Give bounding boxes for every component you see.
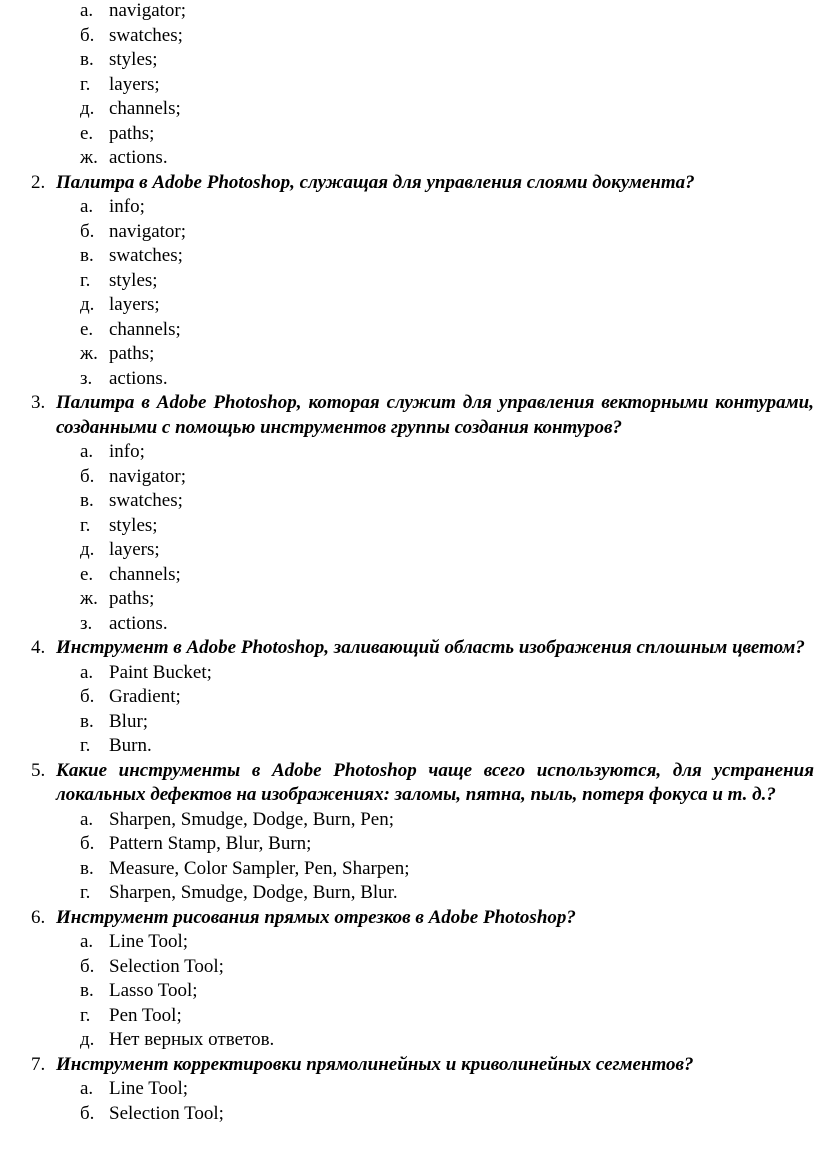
option-text: swatches; — [109, 24, 183, 46]
option-text: info; — [109, 196, 145, 217]
list-item — [0, 342, 816, 367]
option-marker: а. — [80, 808, 94, 830]
option-marker: ж. — [80, 588, 98, 609]
option-marker: в. — [80, 710, 94, 732]
option-text: Sharpen, Smudge, Dodge, Burn, Pen; — [109, 808, 394, 830]
list-item — [0, 146, 816, 171]
option-marker: в. — [80, 49, 94, 70]
list-item — [0, 832, 816, 857]
option-marker: б. — [80, 220, 95, 242]
option-text: Selection Tool; — [109, 955, 224, 977]
question-number: 3. — [31, 392, 46, 413]
question-body: Палитра в Adobe Photoshop, служащая для управления слоями документа? — [56, 171, 695, 193]
list-item — [0, 955, 816, 980]
option-marker: в. — [80, 980, 94, 1001]
question-block — [0, 171, 816, 392]
option-marker: б. — [80, 955, 95, 977]
list-item — [0, 1077, 816, 1102]
question-number: 6. — [31, 906, 46, 928]
option-text: Sharpen, Smudge, Dodge, Burn, Blur. — [109, 882, 398, 903]
question-number: 4. — [31, 637, 46, 658]
option-text: styles; — [109, 49, 158, 70]
list-item — [0, 24, 816, 49]
option-marker: б. — [80, 24, 95, 46]
list-item — [0, 710, 816, 735]
list-item — [0, 440, 816, 465]
question-text — [0, 636, 816, 661]
option-text: channels; — [109, 563, 181, 585]
option-marker: а. — [80, 931, 94, 952]
option-text: layers; — [109, 539, 160, 560]
list-item — [0, 293, 816, 318]
option-marker: а. — [80, 196, 94, 217]
option-text: Measure, Color Sampler, Pen, Sharpen; — [109, 857, 410, 879]
list-item — [0, 563, 816, 588]
list-item — [0, 1004, 816, 1029]
question-text — [0, 906, 816, 931]
list-item — [0, 1028, 816, 1053]
question-text — [0, 391, 816, 440]
question-block — [0, 906, 816, 1053]
option-text: actions. — [109, 612, 168, 634]
option-marker: г. — [80, 73, 91, 95]
question-number: 2. — [31, 171, 46, 193]
option-text: Line Tool; — [109, 931, 189, 952]
option-marker: б. — [80, 833, 95, 854]
option-text: navigator; — [109, 465, 187, 487]
list-item — [0, 48, 816, 73]
option-text: paths; — [109, 343, 155, 364]
list-item — [0, 489, 816, 514]
list-item — [0, 244, 816, 269]
option-text: layers; — [109, 294, 160, 315]
list-item — [0, 367, 816, 392]
list-item — [0, 269, 816, 294]
question-block — [0, 759, 816, 906]
option-marker: г. — [80, 514, 91, 536]
option-text: Lasso Tool; — [109, 980, 198, 1001]
option-text: actions. — [109, 147, 168, 168]
list-item — [0, 220, 816, 245]
option-marker: г. — [80, 735, 91, 756]
option-text: info; — [109, 441, 145, 462]
option-marker: г. — [80, 1004, 91, 1026]
option-marker: е. — [80, 563, 94, 585]
option-text: styles; — [109, 269, 158, 291]
list-item — [0, 857, 816, 882]
option-marker: з. — [80, 367, 93, 389]
option-marker: а. — [80, 441, 94, 462]
option-text: navigator; — [109, 0, 187, 21]
question-block — [0, 636, 816, 759]
option-marker: г. — [80, 269, 91, 291]
option-marker: а. — [80, 1078, 94, 1099]
list-item — [0, 465, 816, 490]
list-item — [0, 685, 816, 710]
option-marker: ж. — [80, 343, 98, 364]
option-marker: д. — [80, 1029, 95, 1050]
list-item — [0, 612, 816, 637]
option-text: layers; — [109, 73, 160, 95]
list-item — [0, 734, 816, 759]
option-marker: д. — [80, 539, 95, 560]
option-text: swatches; — [109, 245, 183, 266]
option-text: channels; — [109, 318, 181, 340]
option-text: Pattern Stamp, Blur, Burn; — [109, 833, 312, 854]
list-item — [0, 881, 816, 906]
option-text: styles; — [109, 514, 158, 536]
option-text: navigator; — [109, 220, 187, 242]
lead-option-list — [0, 0, 816, 171]
list-item — [0, 122, 816, 147]
option-text: Line Tool; — [109, 1078, 189, 1099]
option-text: paths; — [109, 122, 155, 144]
option-marker: а. — [80, 0, 94, 21]
question-body: Инструмент рисования прямых отрезков в Adobe Photoshop? — [56, 906, 576, 928]
question-text — [0, 1053, 816, 1078]
option-marker: е. — [80, 318, 94, 340]
option-text: Blur; — [109, 710, 149, 732]
option-marker: з. — [80, 612, 93, 634]
option-marker: д. — [80, 98, 95, 119]
list-item — [0, 1102, 816, 1127]
list-item — [0, 979, 816, 1004]
option-marker: е. — [80, 122, 94, 144]
option-marker: б. — [80, 1102, 95, 1124]
question-block — [0, 1053, 816, 1127]
question-block — [0, 391, 816, 636]
question-body: Палитра в Adobe Photoshop, которая служит для управления векторными контурами, созданными с помощью инструментов группы создания контуров? — [56, 392, 814, 438]
option-marker: в. — [80, 857, 94, 879]
option-text: swatches; — [109, 490, 183, 511]
list-item — [0, 195, 816, 220]
question-number: 5. — [31, 759, 46, 781]
question-text — [0, 759, 816, 808]
list-item — [0, 538, 816, 563]
option-marker: в. — [80, 245, 94, 266]
list-item — [0, 930, 816, 955]
list-item — [0, 514, 816, 539]
option-marker: г. — [80, 882, 91, 903]
question-body: Инструмент в Adobe Photoshop, заливающий область изображения сплошным цветом? — [56, 637, 805, 658]
option-text: Gradient; — [109, 686, 181, 707]
option-marker: б. — [80, 465, 95, 487]
option-marker: ж. — [80, 147, 98, 168]
list-item — [0, 808, 816, 833]
question-body: Какие инструменты в Adobe Photoshop чаще всего используются, для устранения локальных дефектов на изображениях: заломы, пятна, пыль, потеря фокуса и т. д.? — [56, 759, 814, 805]
option-marker: б. — [80, 686, 95, 707]
option-text: paths; — [109, 588, 155, 609]
question-body: Инструмент корректировки прямолинейных и криволинейных сегментов? — [56, 1053, 694, 1075]
question-text — [0, 171, 816, 196]
list-item — [0, 0, 816, 24]
question-number: 7. — [31, 1053, 46, 1075]
list-item — [0, 661, 816, 686]
option-marker: в. — [80, 490, 94, 511]
option-marker: д. — [80, 294, 95, 315]
option-text: Selection Tool; — [109, 1102, 224, 1124]
option-text: Burn. — [109, 735, 152, 756]
option-text: channels; — [109, 98, 181, 119]
list-item — [0, 97, 816, 122]
option-text: Нет верных ответов. — [109, 1029, 275, 1050]
list-item — [0, 73, 816, 98]
option-text: Pen Tool; — [109, 1004, 182, 1026]
option-text: actions. — [109, 367, 168, 389]
list-item — [0, 318, 816, 343]
option-text: Paint Bucket; — [109, 661, 212, 683]
list-item — [0, 587, 816, 612]
option-marker: а. — [80, 661, 94, 683]
